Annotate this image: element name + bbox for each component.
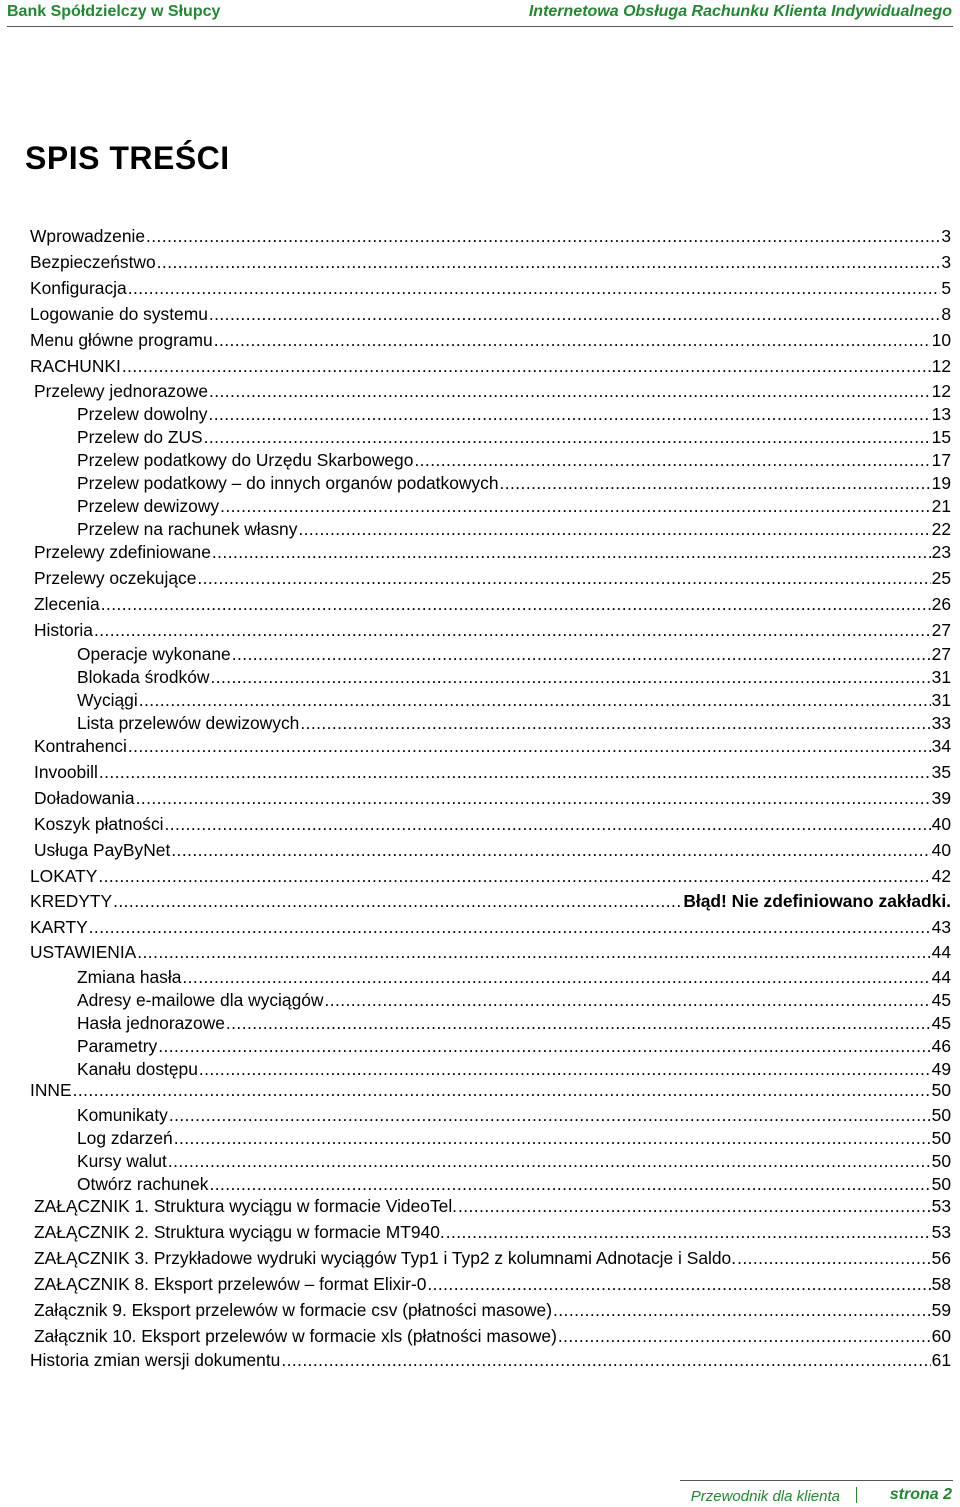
- toc-entry-title: Przelew do ZUS: [77, 427, 203, 447]
- toc-leader-dots: [427, 1272, 930, 1296]
- toc-leader-dots: [281, 1348, 930, 1372]
- page-header: [0, 0, 960, 26]
- toc-entry-title: Przelew podatkowy do Urzędu Skarbowego: [77, 450, 414, 470]
- toc-entry[interactable]: [77, 402, 951, 426]
- toc-entry[interactable]: [34, 1194, 951, 1218]
- toc-leader-dots: [168, 1149, 931, 1173]
- toc-entry-title: Zmiana hasła: [77, 967, 182, 987]
- toc-leader-dots: [122, 354, 931, 378]
- toc-entry[interactable]: [34, 1220, 951, 1244]
- toc-leader-dots: [209, 379, 931, 403]
- toc-entry-page: Błąd! Nie zdefiniowano zakładki.: [683, 891, 951, 911]
- toc-entry-page: 44: [931, 967, 951, 987]
- toc-entry-title: Przelew podatkowy – do innych organów podatkowych: [77, 473, 499, 493]
- toc-entry-page: 50: [931, 1174, 951, 1194]
- toc-entry-title: Bezpieczeństwo: [30, 252, 156, 272]
- toc-entry-page: 45: [931, 1013, 951, 1033]
- toc-entry-title: INNE: [30, 1080, 72, 1100]
- toc-entry-page: 31: [931, 667, 951, 687]
- toc-entry-page: 3: [941, 252, 951, 272]
- toc-entry[interactable]: [34, 540, 951, 564]
- toc-entry-title: Invoobill: [34, 762, 98, 782]
- toc-entry[interactable]: [77, 688, 951, 712]
- toc-entry[interactable]: [30, 864, 951, 888]
- toc-leader-dots: [73, 1078, 931, 1102]
- toc-leader-dots: [324, 988, 930, 1012]
- toc-leader-dots: [500, 471, 931, 495]
- toc-entry[interactable]: [34, 786, 951, 810]
- toc-entry[interactable]: [30, 250, 951, 274]
- toc-entry-title: Koszyk płatności: [34, 814, 164, 834]
- toc-entry-title: Wyciągi: [77, 690, 138, 710]
- toc-entry-title: Zlecenia: [34, 594, 100, 614]
- toc-entry[interactable]: [34, 1246, 951, 1270]
- toc-entry-title: Log zdarzeń: [77, 1128, 173, 1148]
- toc-entry-title: Komunikaty: [77, 1105, 168, 1125]
- toc-entry[interactable]: [34, 812, 951, 836]
- toc-entry-page: 50: [931, 1151, 951, 1171]
- document-title: Internetowa Obsługa Rachunku Klienta Indywidualnego: [528, 3, 952, 20]
- toc-entry[interactable]: [77, 1011, 951, 1035]
- toc-entry-page: 40: [931, 840, 951, 860]
- toc-entry[interactable]: [77, 1034, 951, 1058]
- toc-entry-page: 39: [931, 788, 951, 808]
- toc-entry-title: Przelewy zdefiniowane: [34, 542, 211, 562]
- toc-entry-title: Przelew na rachunek własny: [77, 519, 298, 539]
- toc-leader-dots: [300, 711, 930, 735]
- footer-guide: Przewodnik dla klienta: [690, 1488, 840, 1505]
- toc-entry-title: RACHUNKI: [30, 356, 121, 376]
- toc-entry-page: 42: [931, 866, 951, 886]
- toc-leader-dots: [94, 618, 931, 642]
- toc-entry[interactable]: [34, 1324, 951, 1348]
- toc-entry[interactable]: [34, 1298, 951, 1322]
- toc-entry-page: 5: [941, 278, 951, 298]
- toc-leader-dots: [220, 494, 931, 518]
- toc-entry[interactable]: [77, 1126, 951, 1150]
- page-footer: [0, 1480, 960, 1507]
- bank-name: Bank Spółdzielczy w Słupcy: [7, 3, 221, 20]
- toc-entry-page: 27: [931, 644, 951, 664]
- toc-entry-page: 27: [931, 620, 951, 640]
- toc-entry[interactable]: [77, 642, 951, 666]
- toc-entry[interactable]: [30, 940, 951, 964]
- toc-entry-title: Logowanie do systemu: [30, 304, 208, 324]
- toc-leader-dots: [204, 425, 931, 449]
- toc-entry[interactable]: [77, 988, 951, 1012]
- toc-entry-title: Lista przelewów dewizowych: [77, 713, 300, 733]
- toc-leader-dots: [182, 965, 930, 989]
- toc-leader-dots: [232, 642, 931, 666]
- toc-entry-page: 40: [931, 814, 951, 834]
- toc-heading: SPIS TREŚCI: [25, 140, 230, 176]
- toc-entry-title: Adresy e-mailowe dla wyciągów: [77, 990, 324, 1010]
- toc-entry-page: 21: [931, 496, 951, 516]
- toc-leader-dots: [214, 328, 931, 352]
- footer-separator: [856, 1487, 857, 1503]
- toc-entry-page: 19: [931, 473, 951, 493]
- toc-entry-page: 23: [931, 542, 951, 562]
- toc-entry-title: Konfiguracja: [30, 278, 127, 298]
- toc-entry-title: Załącznik 9. Eksport przelewów w formacie csv (płatności masowe): [34, 1300, 553, 1320]
- toc-leader-dots: [171, 838, 930, 862]
- toc-leader-dots: [209, 302, 940, 326]
- toc-entry-title: KREDYTY: [30, 891, 113, 911]
- toc-entry[interactable]: [30, 302, 951, 326]
- toc-leader-dots: [558, 1324, 931, 1348]
- toc-entry[interactable]: [34, 734, 951, 758]
- toc-leader-dots: [446, 1220, 931, 1244]
- toc-entry[interactable]: [34, 760, 951, 784]
- toc-entry[interactable]: [34, 838, 951, 862]
- toc-leader-dots: [414, 448, 930, 472]
- toc-leader-dots: [174, 1126, 931, 1150]
- toc-entry-title: Kontrahenci: [34, 736, 127, 756]
- toc-entry[interactable]: [30, 224, 951, 248]
- toc-entry-page: 59: [931, 1300, 951, 1320]
- toc-entry-page: 50: [931, 1080, 951, 1100]
- toc-leader-dots: [209, 1172, 930, 1196]
- toc-leader-dots: [158, 1034, 930, 1058]
- toc-entry[interactable]: [30, 915, 951, 939]
- toc-entry-page: 17: [931, 450, 951, 470]
- toc-leader-dots: [553, 1298, 931, 1322]
- toc-entry[interactable]: [77, 1172, 951, 1196]
- toc-entry-page: 44: [931, 942, 951, 962]
- toc-entry-page: 25: [931, 568, 951, 588]
- toc-leader-dots: [99, 760, 931, 784]
- toc-entry[interactable]: [30, 276, 951, 300]
- toc-entry[interactable]: [77, 1103, 951, 1127]
- toc-entry-title: Wprowadzenie: [30, 226, 146, 246]
- toc-entry[interactable]: [77, 494, 951, 518]
- toc-entry-page: 56: [931, 1248, 951, 1268]
- header-rule: [7, 26, 953, 27]
- toc-entry[interactable]: [30, 889, 951, 913]
- toc-entry-page: 35: [931, 762, 951, 782]
- toc-entry[interactable]: [77, 665, 951, 689]
- toc-entry-title: USTAWIENIA: [30, 942, 137, 962]
- toc-entry[interactable]: [77, 517, 951, 541]
- toc-leader-dots: [139, 688, 931, 712]
- toc-entry-title: Blokada środków: [77, 667, 210, 687]
- toc-leader-dots: [165, 812, 931, 836]
- toc-entry-title: ZAŁĄCZNIK 1. Struktura wyciągu w formacie VideoTel.: [34, 1196, 458, 1216]
- toc-leader-dots: [169, 1103, 931, 1127]
- toc-entry-page: 26: [931, 594, 951, 614]
- toc-entry[interactable]: [30, 1078, 951, 1102]
- toc-entry[interactable]: [77, 711, 951, 735]
- toc-entry-title: ZAŁĄCZNIK 8. Eksport przelewów – format Elixir-0: [34, 1274, 427, 1294]
- toc-entry-page: 53: [931, 1222, 951, 1242]
- toc-leader-dots: [128, 276, 941, 300]
- toc-leader-dots: [98, 864, 930, 888]
- toc-leader-dots: [146, 224, 940, 248]
- toc-entry[interactable]: [30, 328, 951, 352]
- toc-leader-dots: [298, 517, 930, 541]
- toc-entry-page: 50: [931, 1105, 951, 1125]
- toc-entry-page: 3: [941, 226, 951, 246]
- toc-entry[interactable]: [34, 592, 951, 616]
- toc-entry-title: Usługa PayByNet: [34, 840, 171, 860]
- toc-leader-dots: [458, 1194, 931, 1218]
- toc-entry-page: 45: [931, 990, 951, 1010]
- toc-entry-title: Przelew dewizowy: [77, 496, 220, 516]
- toc-entry[interactable]: [34, 566, 951, 590]
- toc-entry-page: 50: [931, 1128, 951, 1148]
- toc-entry[interactable]: [34, 618, 951, 642]
- toc-leader-dots: [113, 889, 682, 913]
- toc-leader-dots: [212, 540, 931, 564]
- toc-entry[interactable]: [77, 448, 951, 472]
- page-number: strona 2: [889, 1486, 952, 1503]
- toc-entry-title: Przelewy oczekujące: [34, 568, 197, 588]
- toc-entry[interactable]: [34, 379, 951, 403]
- toc-entry[interactable]: [77, 471, 951, 495]
- toc-entry-title: Operacje wykonane: [77, 644, 231, 664]
- toc-entry-title: Parametry: [77, 1036, 158, 1056]
- toc-entry-title: KARTY: [30, 917, 88, 937]
- toc-leader-dots: [197, 566, 930, 590]
- toc-entry-title: Historia zmian wersji dokumentu: [30, 1350, 281, 1370]
- toc-entry[interactable]: [30, 354, 951, 378]
- toc-leader-dots: [137, 940, 930, 964]
- toc-entry-page: 61: [931, 1350, 951, 1370]
- toc-entry-title: Menu główne programu: [30, 330, 213, 350]
- footer-rule: [680, 1480, 953, 1481]
- toc-entry-page: 46: [931, 1036, 951, 1056]
- toc-entry-title: LOKATY: [30, 866, 98, 886]
- toc-entry-page: 13: [931, 404, 951, 424]
- toc-leader-dots: [209, 402, 931, 426]
- toc-entry[interactable]: [77, 1149, 951, 1173]
- toc-entry-title: ZAŁĄCZNIK 2. Struktura wyciągu w formacie MT940.: [34, 1222, 445, 1242]
- toc-entry-page: 43: [931, 917, 951, 937]
- toc-entry-page: 58: [931, 1274, 951, 1294]
- toc-leader-dots: [101, 592, 931, 616]
- toc-entry-page: 15: [931, 427, 951, 447]
- toc-entry-page: 60: [931, 1326, 951, 1346]
- toc-entry-page: 8: [941, 304, 951, 324]
- toc-entry-page: 49: [931, 1059, 951, 1079]
- toc-entry[interactable]: [77, 425, 951, 449]
- toc-entry-title: Hasła jednorazowe: [77, 1013, 225, 1033]
- toc-leader-dots: [89, 915, 931, 939]
- toc-leader-dots: [737, 1246, 931, 1270]
- toc-entry-page: 34: [931, 736, 951, 756]
- toc-entry-title: ZAŁĄCZNIK 3. Przykładowe wydruki wyciągów Typ1 i Typ2 z kolumnami Adnotacje i Saldo.: [34, 1248, 737, 1268]
- toc-entry-page: 22: [931, 519, 951, 539]
- toc-entry-title: Przelew dowolny: [77, 404, 208, 424]
- toc-entry-title: Załącznik 10. Eksport przelewów w formacie xls (płatności masowe): [34, 1326, 557, 1346]
- toc-entry-page: 31: [931, 690, 951, 710]
- toc-entry-page: 53: [931, 1196, 951, 1216]
- toc-entry-title: Kanału dostępu: [77, 1059, 198, 1079]
- toc-entry-title: Przelewy jednorazowe: [34, 381, 208, 401]
- toc-entry[interactable]: [77, 965, 951, 989]
- toc-entry-page: 33: [931, 713, 951, 733]
- toc-entry[interactable]: [34, 1272, 951, 1296]
- toc-leader-dots: [210, 665, 930, 689]
- toc-leader-dots: [128, 734, 931, 758]
- toc-entry-title: Otwórz rachunek: [77, 1174, 209, 1194]
- toc-leader-dots: [226, 1011, 931, 1035]
- toc-leader-dots: [136, 786, 931, 810]
- toc-entry-page: 10: [931, 330, 951, 350]
- toc-entry-title: Kursy walut: [77, 1151, 167, 1171]
- toc-entry-page: 12: [931, 381, 951, 401]
- toc-entry[interactable]: [30, 1348, 951, 1372]
- toc-entry-page: 12: [931, 356, 951, 376]
- toc-entry-title: Doładowania: [34, 788, 135, 808]
- toc-entry-title: Historia: [34, 620, 93, 640]
- toc-leader-dots: [157, 250, 941, 274]
